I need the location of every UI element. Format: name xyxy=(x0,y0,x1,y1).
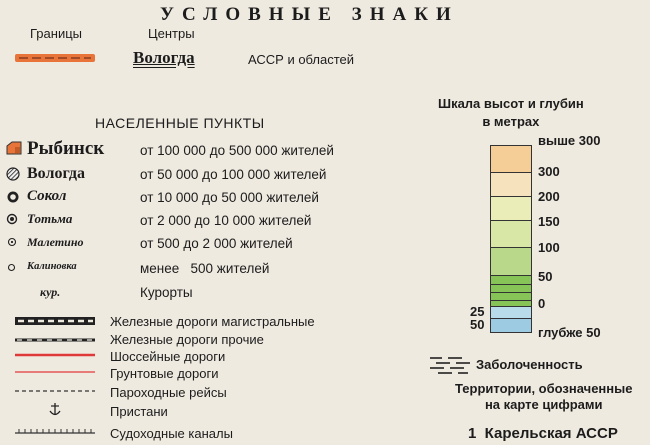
line-label-1: Железные дороги магистральные xyxy=(110,314,315,329)
highway-icon xyxy=(15,352,95,358)
canal-icon xyxy=(15,427,95,435)
territories-note: Территории, обозначенные на карте цифрами xyxy=(455,381,633,412)
legend-title: УСЛОВНЫЕ ЗНАКИ xyxy=(160,4,459,25)
scale-label-200: 200 xyxy=(538,189,560,204)
small-circle-icon xyxy=(7,263,16,272)
scale-label-above-300: выше 300 xyxy=(538,133,601,148)
centers-label: Центры xyxy=(148,26,195,41)
settlement-name-2: Вологда xyxy=(27,165,85,182)
marsh-label: Заболоченность xyxy=(476,357,583,372)
hatched-circle-icon xyxy=(6,167,20,181)
settlement-desc-6: менее 500 жителей xyxy=(140,261,270,276)
scale-band-150-200 xyxy=(490,196,532,222)
line-label-4: Грунтовые дороги xyxy=(110,366,219,381)
settlement-name-3: Сокол xyxy=(27,188,67,204)
scale-band-depth-25-50 xyxy=(490,318,532,333)
marsh-icon xyxy=(428,355,472,377)
ring-dot-icon xyxy=(6,213,18,225)
settlement-desc-5: от 500 до 2 000 жителей xyxy=(140,236,293,251)
scale-label-50: 50 xyxy=(538,269,553,284)
scale-band-0-50 xyxy=(490,275,532,308)
settlement-desc-3: от 10 000 до 50 000 жителей xyxy=(140,190,319,205)
settlement-desc-2: от 50 000 до 100 000 жителей xyxy=(140,167,327,182)
settlements-heading: НАСЕЛЕННЫЕ ПУНКТЫ xyxy=(95,115,265,131)
main-railway-icon xyxy=(15,316,95,326)
anchor-icon xyxy=(48,401,62,417)
scale-band-above-300 xyxy=(490,145,532,174)
steamship-route-icon xyxy=(15,388,95,394)
scale-label-depth-25: 25 xyxy=(470,304,485,319)
center-description: АССР и областей xyxy=(248,52,355,67)
small-ring-dot-icon xyxy=(7,237,17,247)
scale-label-100: 100 xyxy=(538,240,560,255)
border-line-icon xyxy=(15,52,95,64)
territory-1: 1 Карельская АССР xyxy=(468,425,618,442)
center-sample: Вологда xyxy=(133,48,195,67)
line-label-7: Судоходные каналы xyxy=(110,426,233,441)
house-icon xyxy=(6,141,22,155)
scale-label-deeper-50: глубже 50 xyxy=(538,325,601,340)
settlement-desc-4: от 2 000 до 10 000 жителей xyxy=(140,213,312,228)
filled-circle-icon xyxy=(6,190,20,204)
line-label-3: Шоссейные дороги xyxy=(110,349,226,364)
borders-label: Границы xyxy=(30,26,82,41)
scale-band-50-100 xyxy=(490,247,532,277)
dirt-road-icon xyxy=(15,369,95,375)
other-railway-icon xyxy=(15,335,95,345)
settlement-name-5: Малетино xyxy=(27,235,84,249)
resort-description: Курорты xyxy=(140,285,193,300)
scale-label-300: 300 xyxy=(538,164,560,179)
settlement-name-1: Рыбинск xyxy=(27,138,105,159)
settlement-name-6: Калиновка xyxy=(27,261,77,272)
line-label-6: Пристани xyxy=(110,404,168,419)
settlement-desc-1: от 100 000 до 500 000 жителей xyxy=(140,143,334,158)
line-label-2: Железные дороги прочие xyxy=(110,332,264,347)
scale-label-150: 150 xyxy=(538,214,560,229)
resort-abbreviation: кур. xyxy=(40,285,61,299)
settlement-name-4: Тотьма xyxy=(27,211,73,226)
scale-title: Шкала высот и глубин в метрах xyxy=(438,96,584,129)
scale-band-200-300 xyxy=(490,172,532,198)
scale-label-0: 0 xyxy=(538,296,546,311)
scale-band-100-150 xyxy=(490,220,532,249)
scale-label-depth-50: 50 xyxy=(470,317,485,332)
line-label-5: Пароходные рейсы xyxy=(110,385,227,400)
